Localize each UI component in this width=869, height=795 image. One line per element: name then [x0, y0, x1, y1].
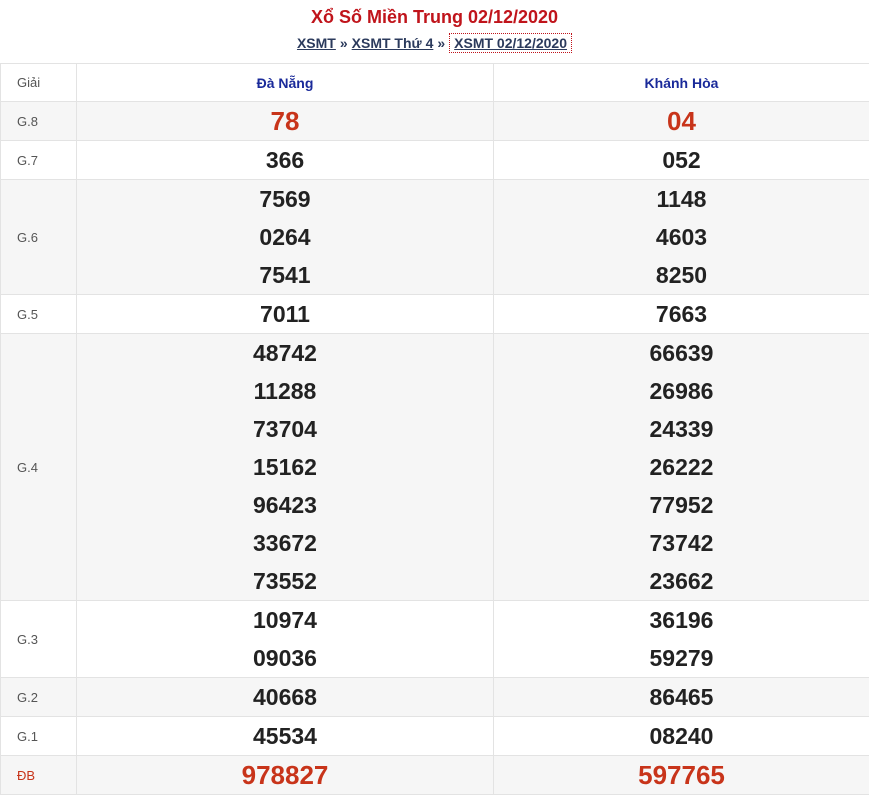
- result-cell-da-nang: [77, 601, 494, 678]
- result-number: 08240: [649, 723, 714, 749]
- result-number: 26222: [649, 454, 714, 480]
- result-cell-khanh-hoa: [494, 180, 869, 295]
- result-number: 15162: [253, 454, 317, 480]
- result-number: 1148: [656, 186, 707, 212]
- prize-label: G.5: [1, 295, 77, 334]
- breadcrumb-current-link[interactable]: XSMT 02/12/2020: [449, 33, 572, 53]
- result-number: 86465: [649, 684, 714, 710]
- result-number: 36196: [649, 607, 714, 633]
- result-cell-da-nang: [77, 180, 494, 295]
- result-number: 10974: [253, 607, 317, 633]
- result-number: 09036: [253, 645, 317, 671]
- result-number: 7663: [655, 301, 708, 327]
- result-number: 26986: [649, 378, 714, 404]
- result-number: 77952: [649, 492, 714, 518]
- result-number: 052: [662, 147, 701, 173]
- prize-label: ĐB: [1, 756, 77, 795]
- result-cell-da-nang: [77, 141, 494, 180]
- result-number: 33672: [253, 530, 317, 556]
- result-number: 48742: [253, 340, 317, 366]
- breadcrumb-xsmt-thu4-link[interactable]: XSMT Thứ 4: [351, 35, 434, 51]
- prize-row: [1, 180, 869, 295]
- result-number: 597765: [638, 760, 725, 790]
- result-cell-khanh-hoa: [494, 295, 869, 334]
- result-number: 66639: [649, 340, 714, 366]
- result-number: 366: [265, 147, 305, 173]
- breadcrumb-xsmt-link[interactable]: XSMT: [296, 35, 336, 51]
- result-cell-khanh-hoa: [494, 756, 869, 795]
- result-number: 7541: [259, 262, 311, 288]
- result-number: 23662: [649, 568, 714, 594]
- province-header-khanh-hoa: Khánh Hòa: [494, 64, 869, 102]
- prize-label: G.8: [1, 102, 77, 141]
- result-number: 40668: [253, 684, 317, 710]
- result-cell-da-nang: [77, 756, 494, 795]
- result-cell-khanh-hoa: [494, 601, 869, 678]
- result-number: 73742: [649, 530, 714, 556]
- prize-row: [1, 295, 869, 334]
- result-cell-da-nang: [77, 334, 494, 601]
- table-header-row: [1, 64, 869, 102]
- result-number: 73704: [253, 416, 317, 442]
- result-cell-khanh-hoa: [494, 678, 869, 717]
- prize-label: G.2: [1, 678, 77, 717]
- result-number: 4603: [655, 224, 708, 250]
- result-cell-khanh-hoa: [494, 102, 869, 141]
- prize-row: [1, 334, 869, 601]
- prize-row: [1, 141, 869, 180]
- result-number: 73552: [253, 568, 317, 594]
- breadcrumb-separator: »: [437, 35, 446, 51]
- page-header: [0, 0, 869, 63]
- result-cell-khanh-hoa: [494, 141, 869, 180]
- breadcrumb: [0, 32, 869, 54]
- result-number: 7011: [260, 301, 310, 327]
- prize-row: [1, 601, 869, 678]
- prize-row: [1, 678, 869, 717]
- prize-label: G.1: [1, 717, 77, 756]
- province-header-da-nang: Đà Nẵng: [77, 64, 494, 102]
- result-number: 04: [667, 106, 696, 136]
- prize-row: [1, 102, 869, 141]
- result-number: 45534: [253, 723, 317, 749]
- result-number: 59279: [649, 645, 714, 671]
- result-number: 7569: [259, 186, 311, 212]
- breadcrumb-separator: »: [339, 35, 348, 51]
- result-cell-da-nang: [77, 678, 494, 717]
- result-number: 8250: [655, 262, 708, 288]
- prize-label: G.3: [1, 601, 77, 678]
- result-cell-khanh-hoa: [494, 717, 869, 756]
- prize-label: G.6: [1, 180, 77, 295]
- prize-column-header: Giải: [1, 64, 77, 102]
- page-title: Xổ Số Miền Trung 02/12/2020: [310, 7, 559, 27]
- prize-label: G.4: [1, 334, 77, 601]
- prize-row: [1, 717, 869, 756]
- result-cell-da-nang: [77, 102, 494, 141]
- prize-label: G.7: [1, 141, 77, 180]
- result-cell-khanh-hoa: [494, 334, 869, 601]
- result-number: 978827: [241, 760, 329, 790]
- result-number: 0264: [259, 224, 311, 250]
- result-number: 96423: [253, 492, 317, 518]
- result-cell-da-nang: [77, 295, 494, 334]
- result-number: 24339: [649, 416, 714, 442]
- result-number: 78: [270, 106, 300, 136]
- result-cell-da-nang: [77, 717, 494, 756]
- prize-row: [1, 756, 869, 795]
- results-table: [0, 63, 869, 795]
- result-number: 11288: [253, 378, 317, 404]
